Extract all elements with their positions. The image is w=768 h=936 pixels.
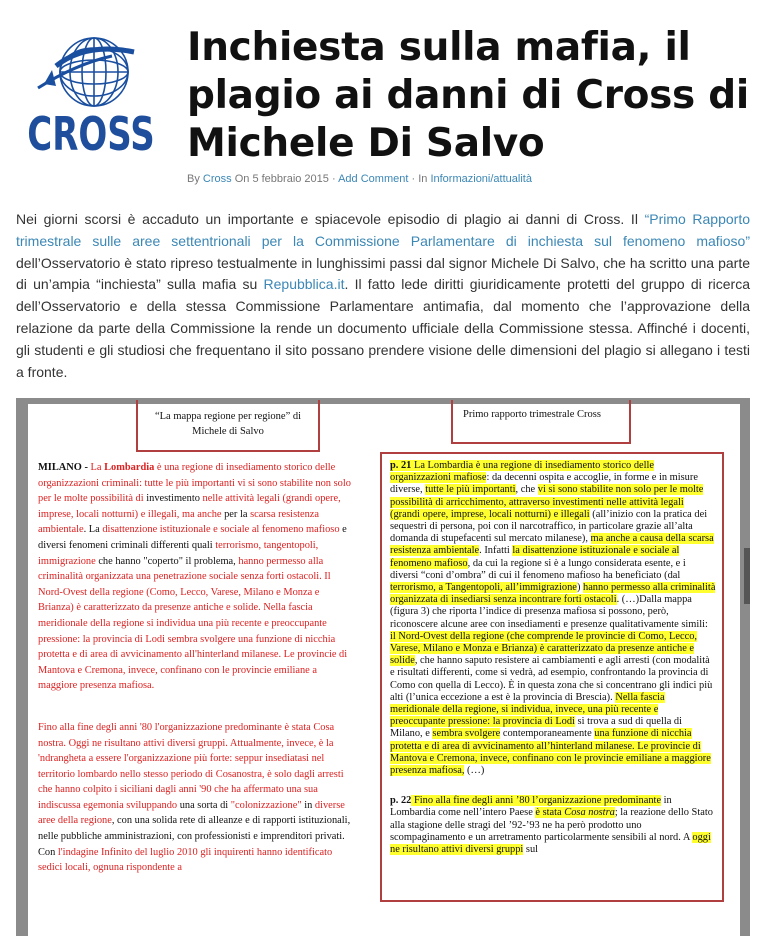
intro-text: Nei giorni scorsi è accaduto un importante e spiacevole episodio di plagio ai danni di Cross. Il bbox=[16, 211, 645, 227]
highlighted-text: La Lombardia è una regione di insediamento storico delle organizzazioni mafiose bbox=[390, 460, 655, 484]
text-fragment: sul bbox=[523, 844, 539, 856]
text-fragment: per la bbox=[224, 508, 248, 520]
highlighted-text: terrorismo, a Tangentopoli, all’immigrazione bbox=[390, 582, 577, 594]
text-fragment: Lombardia bbox=[104, 462, 155, 473]
highlighted-text: Fino alla fine degli anni ’80 l’organizzazione predominante bbox=[411, 795, 662, 807]
highlighted-text: è stata bbox=[535, 807, 565, 819]
text-fragment: , da cui la regione si è a lungo considerata esente, e i diversi “coni d’ombra” di cui il fenomeno mafioso ha beneficiato (dal bbox=[390, 557, 686, 581]
left-paragraph bbox=[38, 460, 354, 694]
document-page bbox=[28, 404, 740, 936]
text-fragment: , che bbox=[515, 484, 538, 496]
intro-text: dell’Osservatorio è stato ripreso testualmente in lunghissimi passi dal signor Michele Di Salvo, che ha scritto una parte di un’ampia “inchiesta” sulla mafia su bbox=[16, 254, 750, 293]
left-paragraph bbox=[38, 720, 354, 876]
highlighted-text: ma anche a causa della scarsa resistenza ambientale bbox=[390, 533, 714, 557]
page-ref: p. 22 bbox=[390, 795, 412, 807]
highlighted-text: sembra svolgere bbox=[432, 728, 501, 740]
text-fragment: si trova a sud di quella di Milano, e bbox=[390, 716, 683, 740]
text-fragment: in bbox=[301, 799, 315, 811]
category-link[interactable]: Informazioni/attualità bbox=[430, 173, 532, 185]
meta-on: On bbox=[234, 173, 250, 185]
text-fragment: e diversi fenomeni criminali differenti quali bbox=[38, 524, 347, 551]
text-fragment: . La bbox=[83, 524, 103, 536]
text-fragment: (all’inizio con la pratica dei sequestri di persona, poi con il narcotraffico, in particolare grazie all’alta domanda di stupefacenti sul mercato milanese), bbox=[390, 508, 708, 545]
text-fragment: hanno permesso alla criminalità organizzata una penetrazione sociale senza forti ostacoli. Il Nord-Ovest della regione (Como, Lecco, Varese, Milano e Monza e Brianza) è caratterizzato da presenze antiche e solide. Nella fascia meridionale della regione si individua una più recente e preoccupante pressione: la provincia di Lodi sembra svolgere una funzione di nicchia protetta e di area di avvicinamento all'hinterland milanese. Le provincie di Mantova e Cremona, invece, confinano con le provincie emiliane a maggiore presenza mafiosa. bbox=[38, 555, 348, 692]
right-source-box: Primo rapporto trimestrale Cross bbox=[451, 400, 631, 444]
right-column-text bbox=[390, 460, 716, 870]
highlighted-text: vi si sono stabilite non solo per le molte possibilità di arricchimento, attraverso investimenti nelle attività legali (grandi opere, imprese, locali notturni) e illegali bbox=[390, 484, 704, 520]
text-fragment: : da decenni ospita e accoglie, in forme e in misure diverse, bbox=[390, 472, 698, 496]
text-fragment: investimento bbox=[146, 493, 200, 505]
author-link[interactable]: Cross bbox=[202, 173, 232, 185]
intro-text: . Il fatto lede diritti giuridicamente protetti del gruppo di ricerca dell’Osservatorio e della stessa Commissione Parlamentare antimafia, dal momento che l’approvazione della relazione da parte della Commissione la rende un documento ufficiale della Commissione stessa. Affinché i docenti, gli studenti e gli studiosi che frequentano il sito possano prendere visione delle dimensioni del plagio si allegano i testi a fronte. bbox=[16, 276, 750, 380]
right-paragraph bbox=[390, 460, 716, 777]
text-fragment: Fino alla fine degli anni '80 l'organizzazione predominante è stata Cosa nostra. Oggi ne risultano attivi diversi gruppi. Attualmente, invece, è la 'ndrangheta a essere l'organizzazione più forte: seppur insediatasi nel territorio lombardo nello stesso periodo di Cosanostra, è solo dagli arresti che hanno colpito i siciliani dagli anni '90 che ha affermato una sua indiscussa egemonia sviluppando bbox=[38, 721, 344, 811]
page-title: Inchiesta sulla mafia, il plagio ai danni di Cross di Michele Di Salvo bbox=[187, 25, 749, 166]
text-fragment: "colonizzazione" bbox=[230, 799, 302, 811]
text-fragment: che hanno "coperto" il problema, bbox=[95, 555, 239, 567]
site-logo[interactable] bbox=[16, 26, 166, 174]
add-comment-link[interactable]: Add Comment bbox=[338, 173, 409, 185]
text-fragment: l'indagine Infinito del luglio 2010 gli inquirenti hanno identificato sedici locali, ognuna rispondente a bbox=[38, 846, 333, 874]
rapporto-link[interactable]: “Primo Rapporto trimestrale sulle aree settentrionali per la Commissione Parlamentare di inchiesta sul fenomeno mafioso” bbox=[16, 211, 750, 249]
text-fragment: contemporaneamente bbox=[500, 728, 595, 740]
meta-by: By bbox=[187, 173, 200, 185]
highlighted-text: il Nord-Ovest della regione (che comprende le provincie di Como, Lecco, Varese, Milano e Monza e Brianza) è caratterizzato da presenze antiche e solide bbox=[390, 630, 697, 667]
city-label: MILANO - bbox=[38, 462, 91, 473]
text-fragment: , con una solida rete di alleanze e di rapporti istituzionali, nelle pubbliche amministrazioni, con professionisti e imprenditori privati. Con bbox=[38, 815, 351, 858]
repubblica-link[interactable]: Repubblica.it bbox=[263, 276, 345, 293]
page-ref: p. 21 bbox=[390, 460, 412, 471]
text-fragment: terrorismo, tangentopoli, immigrazione bbox=[38, 539, 319, 567]
left-column-text bbox=[38, 460, 354, 890]
highlighted-text: una funzione di nicchia protetta e di area di avvicinamento all’hinterland milanese. Le provincie di Mantova e Cremona, invece, confinano con le provincie emiliane a maggiore presenza mafiosa, bbox=[390, 728, 711, 777]
meta-separator: · bbox=[411, 173, 416, 185]
highlighted-text: Nella fascia meridionale della regione, si individua, invece, una più recente e preoccupante pressione: la provincia di Lodi bbox=[390, 691, 665, 728]
text-fragment: ; la reazione dello Stato alla stagione delle stragi del ’92-’93 ne ha però prodotto uno scompaginamento e un arretramento particolarmente sensibili al nord. A bbox=[390, 807, 713, 843]
meta-separator: · bbox=[331, 173, 336, 185]
text-fragment: diverse aree della regione bbox=[38, 799, 345, 827]
document-comparison-image bbox=[16, 398, 750, 936]
logo-text: CROSS bbox=[27, 108, 155, 162]
text-fragment: , che hanno saputo resistere ai cambiamenti e agli arresti (con modalità e risultati differenti, come si vedrà, ad esempio, confrontando la provincia di Como con quella di Lecco). È in questa zona che si concentrano gli indici più alti (l’unica eccezione a est è la provincia di Brescia). bbox=[390, 655, 713, 703]
right-paragraph bbox=[390, 795, 716, 856]
text-fragment: . Infatti bbox=[479, 545, 513, 557]
text-fragment: una sorta di bbox=[177, 799, 231, 811]
meta-in: In bbox=[418, 173, 428, 185]
intro-paragraph bbox=[16, 209, 750, 383]
text-fragment: disattenzione istituzionale e sociale al fenomeno mafioso bbox=[102, 524, 340, 536]
post-meta bbox=[187, 173, 532, 185]
highlighted-text: oggi ne risultano attivi diversi gruppi bbox=[390, 831, 711, 856]
post-date: 5 febbraio 2015 bbox=[252, 173, 329, 185]
text-fragment: La bbox=[90, 462, 105, 473]
left-source-box: “La mappa regione per regione” di Michele di Salvo bbox=[136, 400, 320, 452]
text-fragment: . (…)Dalla mappa (figura 3) che riporta l’indice di presenza mafiosa si possono, però, riconoscere alcune aree con insediamenti e presenze qualitativamente simili: bbox=[390, 594, 708, 630]
text-fragment: scarsa resistenza ambientale bbox=[38, 508, 320, 536]
globe-logo-icon bbox=[16, 26, 166, 174]
highlighted-text: hanno permesso alla criminalità organizzata di insediarsi senza incontrare forti ostacoli bbox=[390, 582, 716, 606]
text-fragment: in Lombardia come nell’intero Paese bbox=[390, 795, 672, 819]
text-fragment: ) bbox=[576, 582, 583, 594]
document-scrollbar[interactable] bbox=[744, 548, 750, 604]
highlighted-text: la disattenzione istituzionale e sociale al fenomeno mafioso bbox=[390, 545, 680, 569]
text-fragment: nelle attività legali (grandi opere, imprese, locali notturni) e illegali, ma anche bbox=[38, 493, 341, 520]
highlighted-text: tutte le più importanti bbox=[425, 484, 516, 496]
highlighted-text: Cosa nostra bbox=[564, 807, 615, 819]
text-fragment: (…) bbox=[464, 765, 485, 777]
text-fragment: è una regione di insediamento storico delle organizzazioni criminali: tutte le più importanti vi si sono stabilite non solo per le molte possibilità di bbox=[38, 462, 351, 505]
